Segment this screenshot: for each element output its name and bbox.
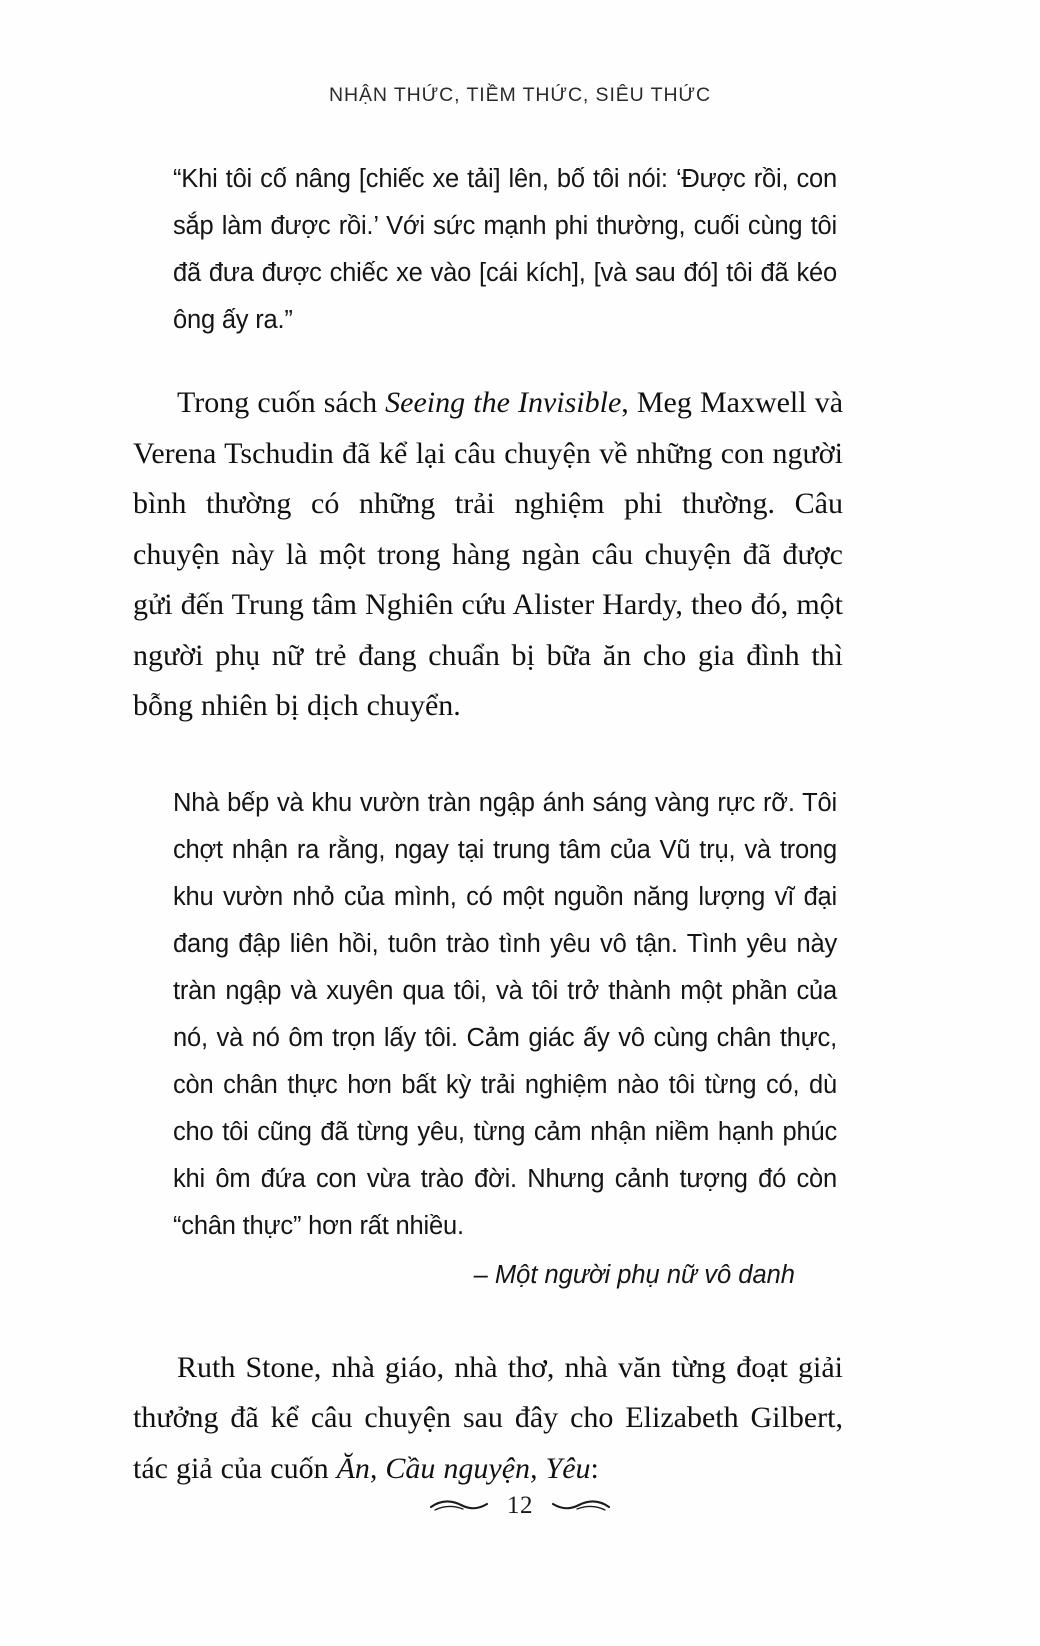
paragraph-two-lead: Ruth Stone, nhà giáo, nhà thơ, nhà văn từng đoạt giải thưởng đã kể câu chuyện sau đây cho Elizabeth Gilbert, tác giả của cuốn [133, 1350, 843, 1485]
quote-block-two [133, 780, 843, 1250]
body-paragraph-two [133, 1343, 843, 1495]
page-footer [0, 1492, 1040, 1520]
paragraph-two-rest: : [590, 1451, 599, 1485]
book-title-an-cau-nguyen-yeu: Ăn, Cầu nguyện, Yêu [336, 1451, 591, 1485]
quote-one-text: “Khi tôi cố nâng [chiếc xe tải] lên, bố tôi nói: ‘Được rồi, con sắp làm được rồi.’ Với sức mạnh phi thường, cuối cùng tôi đã đưa được chiếc xe vào [cái kích], [và sau đó] tôi đã kéo ông ấy ra.” [173, 165, 837, 334]
running-head: NHẬN THỨC, TIỀM THỨC, SIÊU THỨC [329, 84, 711, 106]
page-number: 12 [507, 1492, 533, 1519]
wave-flourish-right-icon [549, 1498, 611, 1514]
paragraph-one-lead: Trong cuốn sách [177, 386, 386, 419]
quote-block-one [133, 156, 843, 344]
quote-two-text: Nhà bếp và khu vườn tràn ngập ánh sáng vàng rực rỡ. Tôi chợt nhận ra rằng, ngay tại trung tâm của Vũ trụ, và trong khu vườn nhỏ của mình, có một nguồn năng lượng vĩ đại đang đập liên hồi, tuôn trào tình yêu vô tận. Tình yêu này tràn ngập và xuyên qua tôi, và tôi trở thành một phần của nó, và nó ôm trọn lấy tôi. Cảm giác ấy vô cùng chân thực, còn chân thực hơn bất kỳ trải nghiệm nào tôi từng có, dù cho tôi cũng đã từng yêu, từng cảm nhận niềm hạnh phúc khi ôm đứa con vừa trào đời. Nhưng cảnh tượng đó còn “chân thực” hơn rất nhiều. [173, 788, 837, 1240]
book-title-seeing-the-invisible: Seeing the Invisible [385, 386, 622, 419]
text-column [133, 150, 843, 1494]
wave-flourish-left-icon [429, 1498, 491, 1514]
body-paragraph-one [133, 378, 843, 732]
paragraph-one-rest: , Meg Maxwell và Verena Tschudin đã kể lại câu chuyện về những con người bình thường có những trải nghiệm phi thường. Câu chuyện này là một trong hàng ngàn câu chuyện đã được gửi đến Trung tâm Nghiên cứu Alister Hardy, theo đó, một người phụ nữ trẻ đang chuẩn bị bữa ăn cho gia đình thì bỗng nhiên bị dịch chuyển. [133, 386, 844, 722]
quote-attribution: – Một người phụ nữ vô danh [473, 1260, 795, 1289]
